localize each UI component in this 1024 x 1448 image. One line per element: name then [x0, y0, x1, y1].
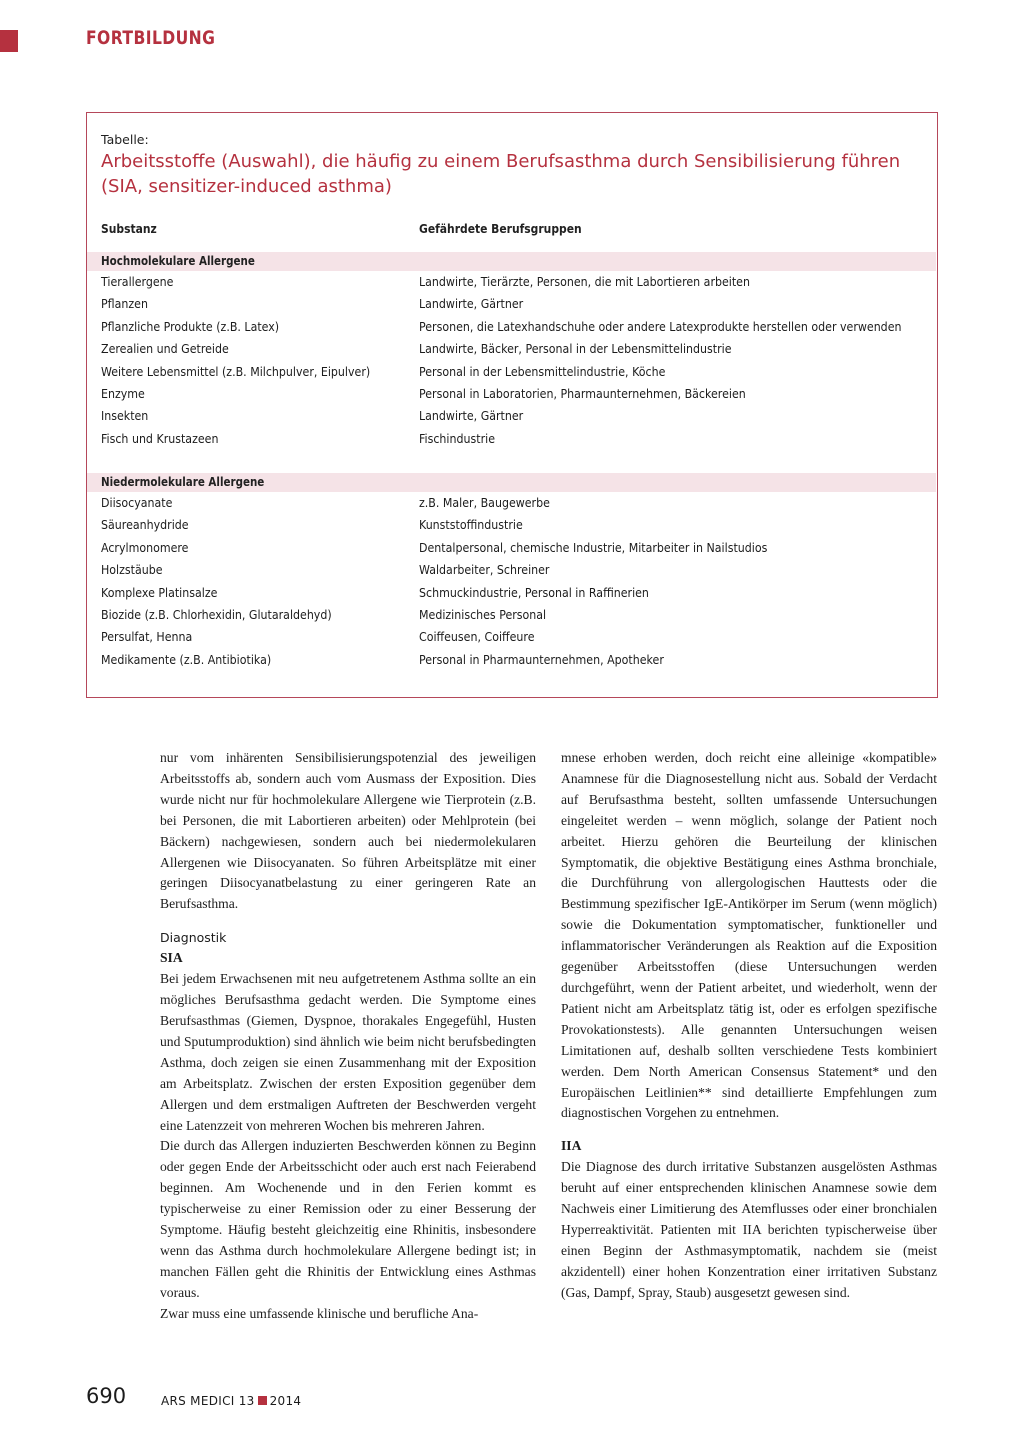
- paragraph: mnese erhoben werden, doch reicht eine alleinige «kompatible» Anamnese für die Diagnosestellung nicht aus. Sobald der Verdacht auf Berufsasthma besteht, sollten umfassende Untersuchungen eingeleitet werden – wenn möglich, solange der Patient noch arbeitet. Hierzu gehören die Beurteilung der klinischen Symptomatik, die objektive Bestätigung eines Asthma bronchiale, die Durchführung von allergologischen Hauttests oder die Bestimmung spezifischer IgE-Antikörper im Serum (wenn möglich) sowie die Dokumentation symptomatischer, funktioneller und inflammatorischer Veränderungen als Reaktion auf die Exposition gegenüber Arbeitsstoffen (diese Untersuchungen werden durchgeführt, wenn der Patient arbeitet, und wiederholt, wenn der Patient nicht am Arbeitsplatz tätig ist, oder es erfolgen spezifische Provokationstests). Alle genannten Untersuchungen weisen Limitationen auf, deshalb sollten verschiedene Tests kombiniert werden. Dem North American Consensus Statement* und den Europäischen Leitlinien** sind detaillierte Empfehlungen zum diagnostischen Vorgehen zu entnehmen.: [561, 750, 937, 1121]
- paragraph: nur vom inhärenten Sensibilisierungspotenzial des jeweiligen Arbeitsstoffs ab, sondern auch vom Ausmass der Exposition. Dies wurde nicht nur für hochmolekulare Allergene wie Tierprotein (z.B. bei Personen, die mit Labortieren arbeiten) oder Mehlprotein (bei Bäckern) nachgewiesen, sondern auch bei niedermolekularen Allergenen wie Diisocyanaten. So führen Arbeitsplätze mit einer geringen Diisocyanatbelastung zu einer geringeren Rate an Berufsasthma.: [160, 750, 536, 912]
- journal-name: ARS MEDICI 13: [161, 1394, 255, 1408]
- table-row: [87, 650, 936, 672]
- subheading-sia: SIA: [160, 950, 183, 966]
- subheading-iia: IIA: [561, 1138, 582, 1154]
- groups-cell: z.B. Maler, Baugewerbe: [419, 496, 550, 510]
- substance-cell: Säureanhydride: [101, 518, 189, 533]
- substance-cell: Biozide (z.B. Chlorhexidin, Glutaraldehyd): [101, 607, 332, 622]
- substance-cell: Enzyme: [101, 386, 145, 401]
- substance-cell: Pflanzliche Produkte (z.B. Latex): [101, 319, 280, 334]
- substance-cell: Diisocyanate: [101, 496, 173, 510]
- page-number: 690: [86, 1384, 127, 1408]
- paragraph: Zwar muss eine umfassende klinische und berufliche Ana-: [160, 1305, 479, 1321]
- groups-cell: Dentalpersonal, chemische Industrie, Mitarbeiter in Nailstudios: [419, 540, 768, 555]
- groups-cell: Coiffeusen, Coiffeure: [419, 630, 535, 645]
- column-header-groups: Gefährdete Berufsgruppen: [419, 221, 582, 236]
- substance-cell: Komplexe Platinsalze: [101, 585, 218, 600]
- table-row: [87, 627, 936, 649]
- group-bar-high-molecular: [87, 252, 936, 271]
- substance-cell: Tierallergene: [101, 275, 174, 289]
- group-label: Hochmolekulare Allergene: [101, 254, 255, 268]
- paragraph: Bei jedem Erwachsenen mit neu aufgetretenem Asthma sollte an ein mögliches Berufsasthma gedacht werden. Die Symptome eines Berufsasthmas (Giemen, Dyspnoe, thorakales Engegefühl, Husten und Sputumproduktion) sind ähnlich wie beim nicht berufsbedingten Asthma, doch zeigen sie einen Zusammenhang mit der Exposition am Arbeitsplatz. Zwischen der ersten Exposition gegenüber dem Allergen und dem erstmaligen Auftreten der Beschwerden vergeht eine Latenzzeit von mehreren Wochen bis mehreren Jahren.: [160, 971, 536, 1133]
- table-row: [87, 384, 936, 406]
- section-title: FORTBILDUNG: [86, 27, 216, 49]
- table-row: [87, 272, 936, 294]
- body-column-right: [561, 748, 937, 1304]
- table-row: [87, 605, 936, 627]
- table-title: Arbeitsstoffe (Auswahl), die häufig zu einem Berufsasthma durch Sensibilisierung führen (SIA, sensitizer-induced asthma): [101, 151, 901, 197]
- column-header-substance: Substanz: [101, 221, 157, 236]
- section-heading-diagnostik: Diagnostik: [160, 930, 227, 946]
- table-row: [87, 493, 936, 515]
- paragraph: Die durch das Allergen induzierten Beschwerden können zu Beginn oder gegen Ende der Arbeitsschicht oder auch erst nach Feierabend beginnen. Am Wochenende und in den Ferien kommt es typischerweise zu einer Remission oder zu einer Besserung der Symptome. Häufig besteht gleichzeitig eine Rhinitis, insbesondere wenn das Asthma durch hochmolekulare Allergene bedingt ist; in manchen Fällen geht die Rhinitis der Entwicklung eines Asthmas voraus.: [160, 1138, 536, 1300]
- groups-cell: Waldarbeiter, Schreiner: [419, 563, 550, 578]
- table-row: [87, 339, 936, 361]
- table-row: [87, 538, 936, 560]
- body-column-left: [160, 748, 536, 1325]
- groups-cell: Personal in der Lebensmittelindustrie, Köche: [419, 364, 666, 379]
- table-row: [87, 583, 936, 605]
- group-bar-low-molecular: [87, 473, 936, 492]
- substance-cell: Insekten: [101, 409, 149, 424]
- groups-cell: Landwirte, Gärtner: [419, 409, 524, 424]
- groups-cell: Landwirte, Bäcker, Personal in der Lebensmittelindustrie: [419, 342, 732, 357]
- groups-cell: Schmuckindustrie, Personal in Raffinerien: [419, 585, 649, 600]
- substance-cell: Holzstäube: [101, 563, 163, 578]
- table-row: [87, 429, 936, 451]
- table-row: [87, 317, 936, 339]
- table-rows-low-molecular: [87, 493, 936, 672]
- groups-cell: Kunststoffindustrie: [419, 518, 523, 533]
- groups-cell: Fischindustrie: [419, 431, 495, 446]
- substance-cell: Weitere Lebensmittel (z.B. Milchpulver, Eipulver): [101, 364, 371, 379]
- table-row: [87, 294, 936, 316]
- groups-cell: Landwirte, Tierärzte, Personen, die mit Labortieren arbeiten: [419, 275, 750, 289]
- table-box: [86, 112, 938, 698]
- substance-cell: Fisch und Krustazeen: [101, 431, 219, 446]
- substance-cell: Zerealien und Getreide: [101, 342, 229, 357]
- groups-cell: Personal in Laboratorien, Pharmaunternehmen, Bäckereien: [419, 386, 746, 401]
- substance-cell: Pflanzen: [101, 297, 148, 312]
- groups-cell: Personen, die Latexhandschuhe oder andere Latexprodukte herstellen oder verwenden: [419, 319, 902, 334]
- table-row: [87, 406, 936, 428]
- table-row: [87, 515, 936, 537]
- table-kicker: Tabelle:: [101, 132, 149, 147]
- separator-square-icon: [258, 1396, 267, 1405]
- group-label: Niedermolekulare Allergene: [101, 475, 265, 489]
- groups-cell: Personal in Pharmaunternehmen, Apotheker: [419, 652, 664, 667]
- journal-reference: [161, 1394, 301, 1408]
- table-rows-high-molecular: [87, 272, 936, 451]
- journal-year: 2014: [269, 1394, 302, 1408]
- groups-cell: Medizinisches Personal: [419, 607, 547, 622]
- paragraph: Die Diagnose des durch irritative Substanzen ausgelösten Asthmas beruht auf einer entsprechenden klinischen Anamnese sowie dem Nachweis einer Limitierung des Atemflusses oder einer bronchialen Hyperreaktivität. Patienten mit IIA berichten typischerweise über einen Beginn der Asthmasymptomatik, nachdem sie (meist akzidentell) einer hohen Konzentration einer irritativen Substanz (Gas, Dampf, Spray, Staub) ausgesetzt gewesen sind.: [561, 1159, 937, 1300]
- substance-cell: Persulfat, Henna: [101, 630, 193, 645]
- table-row: [87, 362, 936, 384]
- table-row: [87, 560, 936, 582]
- substance-cell: Acrylmonomere: [101, 540, 189, 555]
- substance-cell: Medikamente (z.B. Antibiotika): [101, 652, 272, 667]
- section-marker: [0, 30, 18, 52]
- groups-cell: Landwirte, Gärtner: [419, 297, 524, 312]
